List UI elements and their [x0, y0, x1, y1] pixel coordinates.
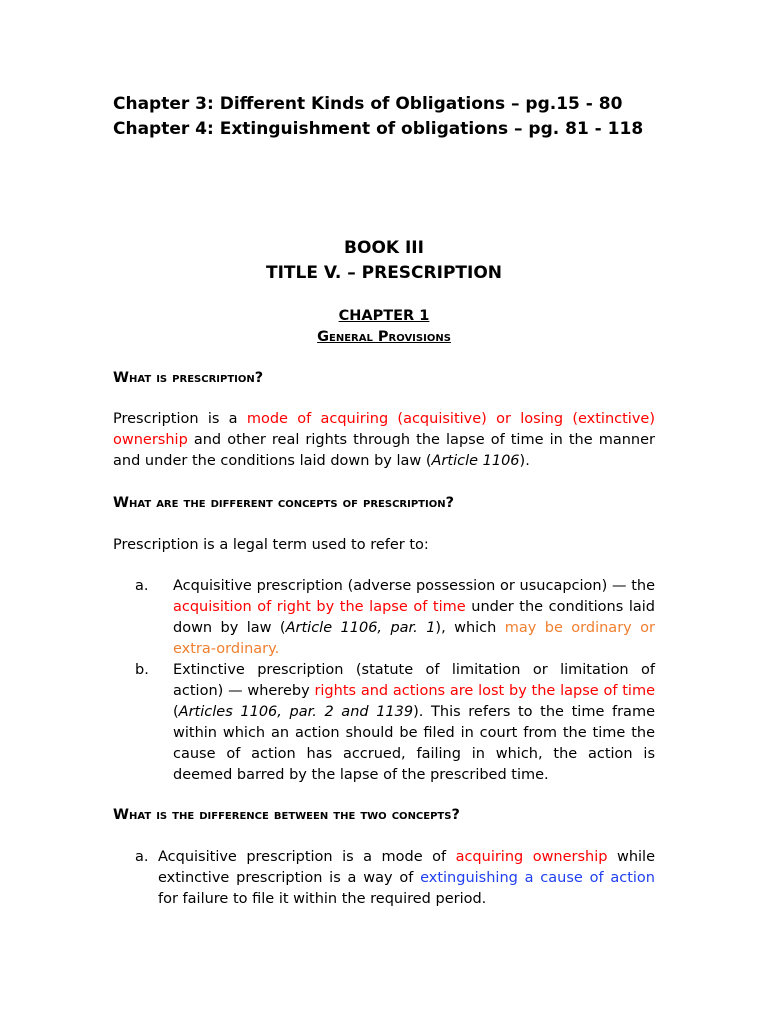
- text-segment: Extinctive prescription (statute of limitation or limitation of action) — whereby: [173, 662, 655, 699]
- highlight-red: mode of acquiring (acquisitive) or losing (extinctive) ownership: [113, 411, 655, 448]
- chapter-number: CHAPTER 1: [338, 308, 430, 324]
- text-segment: for failure to file it within the required period.: [158, 891, 487, 907]
- list-item-body: [158, 847, 655, 910]
- question-concepts: [113, 493, 655, 514]
- text-segment: Acquisitive prescription is a mode of: [158, 849, 456, 865]
- chapter-ref-3: Chapter 3: Different Kinds of Obligations – pg.15 - 80: [113, 94, 623, 114]
- list-item: [113, 660, 655, 786]
- chapter-name: General Provisions: [317, 329, 451, 345]
- text-segment: Acquisitive prescription (adverse possession or usucapcion) — the: [173, 578, 655, 594]
- highlight-blue: extinguishing a cause of action: [420, 870, 655, 886]
- book-label: BOOK III: [344, 238, 424, 258]
- highlight-red: acquisition of right by the lapse of time: [173, 599, 466, 615]
- answer-paragraph: [113, 409, 655, 472]
- highlight-orange: may be ordinary or extra-ordinary.: [173, 620, 655, 657]
- list-item: [113, 576, 655, 660]
- text-segment: Prescription is a: [113, 411, 247, 427]
- list-item: [113, 847, 655, 910]
- intro-paragraph: [113, 535, 655, 556]
- question-difference: [113, 805, 655, 826]
- question-what-is-prescription: [113, 368, 655, 389]
- chapter-references: [113, 92, 655, 141]
- citation: Article 1106: [431, 453, 520, 469]
- highlight-red: acquiring ownership: [455, 849, 608, 865]
- intro-text: Prescription is a legal term used to refer to:: [113, 537, 429, 553]
- list-item-body: [173, 660, 655, 786]
- text-segment: ), which: [435, 620, 505, 636]
- text-segment: while extinctive prescription is a way of: [158, 849, 656, 886]
- question-heading: What is prescription?: [113, 370, 264, 386]
- title-label: TITLE V. – PRESCRIPTION: [266, 262, 502, 283]
- text-segment: under the conditions laid down by law (: [173, 599, 655, 636]
- list-marker: a.: [135, 849, 149, 865]
- chapter-heading: [113, 306, 655, 348]
- text-segment: and other real rights through the lapse of time in the manner and under the conditions laid down by law (: [113, 432, 655, 469]
- list-marker: a.: [135, 578, 149, 594]
- highlight-red: rights and actions are lost by the lapse of time: [314, 683, 655, 699]
- chapter-ref-4: Chapter 4: Extinguishment of obligations – pg. 81 - 118: [113, 118, 644, 139]
- text-segment: ). This refers to the time frame within which an action should be filed in court from the time the cause of action has accrued, failing in which, the action is deemed barred by the lapse of the prescribed time.: [173, 704, 655, 783]
- book-title: [113, 236, 655, 285]
- text-segment: ).: [519, 453, 530, 469]
- citation: Articles 1106, par. 2 and 1139: [178, 704, 414, 720]
- text-segment: (: [173, 704, 179, 720]
- citation: Article 1106, par. 1: [285, 620, 436, 636]
- question-heading: What is the difference between the two concepts?: [113, 807, 460, 823]
- question-heading: What are the different concepts of prescription?: [113, 495, 455, 511]
- list-marker: b.: [135, 662, 149, 678]
- list-item-body: [173, 576, 655, 660]
